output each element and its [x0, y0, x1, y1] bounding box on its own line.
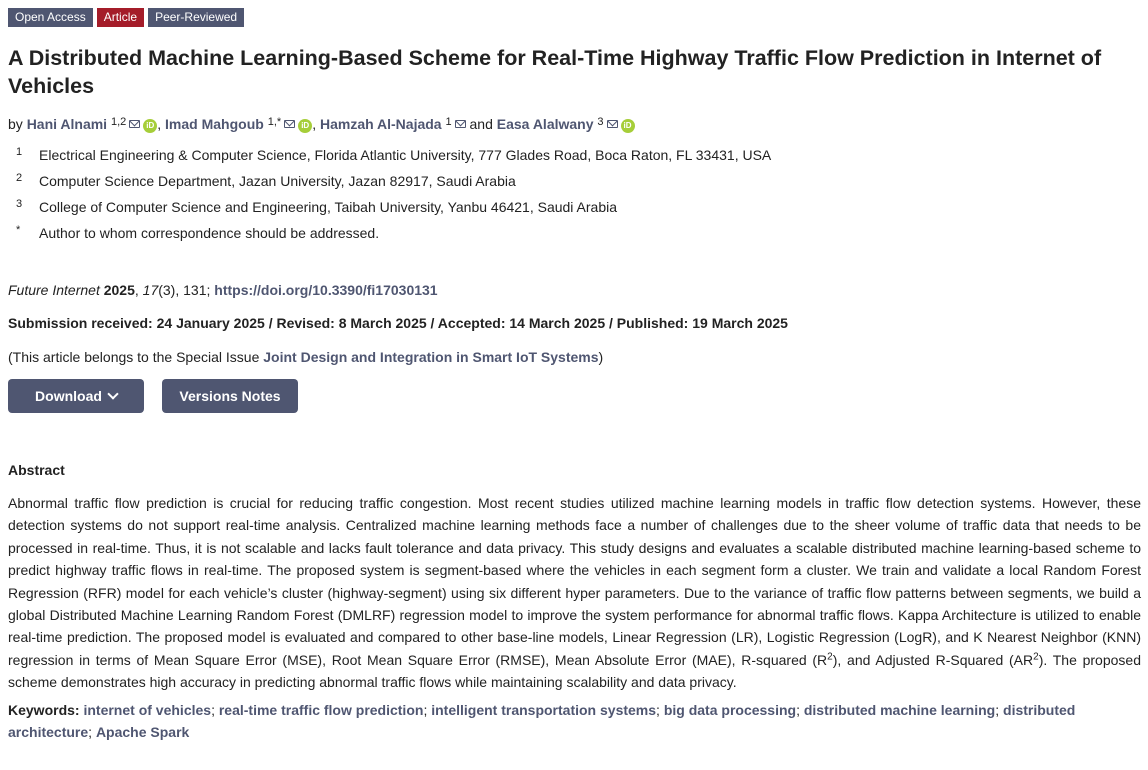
article-title: A Distributed Machine Learning-Based Scheme for Real-Time Highway Traffic Flow Prediction in Internet of Vehicles: [8, 46, 1102, 98]
peer-reviewed-badge: Peer-Reviewed: [148, 8, 244, 27]
keyword-link[interactable]: intelligent transportation systems: [431, 701, 657, 718]
chevron-down-icon: [107, 388, 118, 399]
special-issue-prefix: (This article belongs to the Special Issue: [8, 349, 260, 365]
abstract-heading: Abstract: [8, 462, 65, 478]
affiliation-text: Author to whom correspondence should be addressed.: [39, 225, 380, 241]
article-type-badge: Article: [97, 8, 144, 27]
citation-year: 2025: [103, 282, 135, 298]
journal-name: Future Internet: [8, 282, 100, 298]
abstract-part: ), and Adjusted R-Squared (AR: [832, 651, 1034, 668]
keyword-link[interactable]: Apache Spark: [95, 723, 190, 740]
orcid-icon[interactable]: iD: [143, 119, 157, 133]
and-label: and: [469, 116, 493, 132]
affiliation-item: [16, 223, 1141, 249]
badge-row: [8, 8, 1141, 27]
affiliation-item: [16, 145, 1141, 171]
mail-icon[interactable]: [129, 120, 140, 128]
orcid-icon[interactable]: iD: [621, 119, 635, 133]
affiliation-list: [16, 145, 1141, 249]
special-issue-suffix: ): [598, 349, 604, 365]
special-issue-note: [8, 347, 1141, 367]
keyword-link[interactable]: distributed machine learning: [803, 701, 996, 718]
keyword-link[interactable]: real-time traffic flow prediction: [218, 701, 424, 718]
keyword-link[interactable]: big data processing: [663, 701, 797, 718]
mail-icon[interactable]: [284, 120, 295, 128]
affiliation-text: Electrical Engineering & Computer Science, Florida Atlantic University, 777 Glades Road, Boca Raton, FL 33431, USA: [39, 147, 772, 163]
keyword-link[interactable]: distributed architecture: [8, 701, 1076, 740]
citation-line: Future Internet 2025, 17(3), 131; https://doi.org/10.3390/fi17030131: [8, 282, 438, 298]
author-link[interactable]: Hani Alnami: [26, 116, 108, 132]
by-label: by: [8, 116, 23, 132]
superscript: 2: [827, 651, 833, 663]
affiliation-number: 2: [16, 172, 23, 184]
orcid-icon[interactable]: iD: [298, 119, 312, 133]
publication-dates: Submission received: 24 January 2025 / Revised: 8 March 2025 / Accepted: 14 March 2025 / Published: 19 March 2025: [8, 315, 788, 331]
author-list: by Hani Alnami $^{1,2}$ iD , Imad Mahgoub $^{1,*}$ iD , Hamzah Al-Najada $^1$ and Easa Alalwany $^3$ iD: [8, 112, 1141, 134]
download-button[interactable]: [8, 379, 144, 413]
versions-notes-button[interactable]: Versions Notes: [162, 379, 298, 413]
open-access-badge[interactable]: Open Access: [8, 8, 93, 27]
author-affiliation-sup: 1: [445, 116, 452, 128]
keywords-section: Keywords: internet of vehicles; real-time traffic flow prediction; intelligent transportation systems; big data processing; distributed machine learning; distributed architecture; Apache Spark: [8, 701, 1076, 740]
action-buttons: [8, 379, 1141, 413]
affiliation-text: College of Computer Science and Engineering, Taibah University, Yanbu 46421, Saudi Arabia: [39, 199, 618, 215]
affiliation-item: [16, 197, 1141, 223]
mail-icon[interactable]: [455, 120, 466, 128]
abstract-part: ). The proposed scheme demonstrates high accuracy in predicting abnormal traffic flows while maintaining scalability and data privacy.: [8, 651, 1141, 691]
citation-issue-pages: (3), 131;: [158, 282, 211, 298]
author-link[interactable]: Imad Mahgoub: [165, 116, 264, 132]
author-link[interactable]: Easa Alalwany: [496, 116, 594, 132]
author-affiliation-sup: 3: [597, 116, 604, 128]
affiliation-number: 3: [16, 198, 23, 210]
keyword-link[interactable]: internet of vehicles: [83, 701, 212, 718]
abstract-part: Abnormal traffic flow prediction is crucial for reducing traffic congestion. Most recent studies utilized machine learning models in traffic flow detection systems. However, these detection systems do not support real-time analysis. Centralized machine learning methods face a number of challenges due to the sheer volume of traffic data that needs to be processed in real-time. Thus, it is not scalable and lacks fault tolerance and data privacy. This study designs and evaluates a scalable distributed machine learning-based scheme to predict highway traffic flows in real-time. The proposed system is segment-based where the vehicles in each segment form a cluster. We train and validate a local Random Forest Regression (RFR) model for each vehicle’s cluster (highway-segment) using six different hyper parameters. Due to the variance of traffic flow patterns between segments, we build a global Distributed Machine Learning Random Forest (DMLRF) regression model to improve the system performance for abnormal traffic flows. Kappa Architecture is utilized to enable real-time prediction. The proposed model is evaluated and compared to other base-line models, Linear Regression (LR), Logistic Regression (LogR), and K Nearest Neighbor (KNN) regression in terms of Mean Square Error (MSE), Root Mean Square Error (RMSE), Mean Absolute Error (MAE), R-squared (R: [8, 495, 1141, 668]
doi-link[interactable]: https://doi.org/10.3390/fi17030131: [214, 282, 438, 298]
article-page: [8, 8, 1141, 743]
author-affiliation-sup: 1,*: [267, 116, 282, 128]
special-issue-link[interactable]: Joint Design and Integration in Smart IoT Systems: [263, 349, 599, 365]
affiliation-number: *: [16, 224, 21, 236]
affiliation-item: [16, 171, 1141, 197]
affiliation-text: Computer Science Department, Jazan University, Jazan 82917, Saudi Arabia: [39, 173, 516, 189]
affiliation-number: 1: [16, 146, 23, 158]
keywords-label: Keywords:: [8, 701, 80, 718]
superscript: 2: [1033, 651, 1039, 663]
download-button-label: Download: [35, 388, 102, 404]
citation-volume: 17: [142, 282, 159, 298]
author-affiliation-sup: 1,2: [110, 116, 127, 128]
abstract-text: [8, 492, 1141, 694]
author-link[interactable]: Hamzah Al-Najada: [319, 116, 442, 132]
mail-icon[interactable]: [607, 120, 618, 128]
